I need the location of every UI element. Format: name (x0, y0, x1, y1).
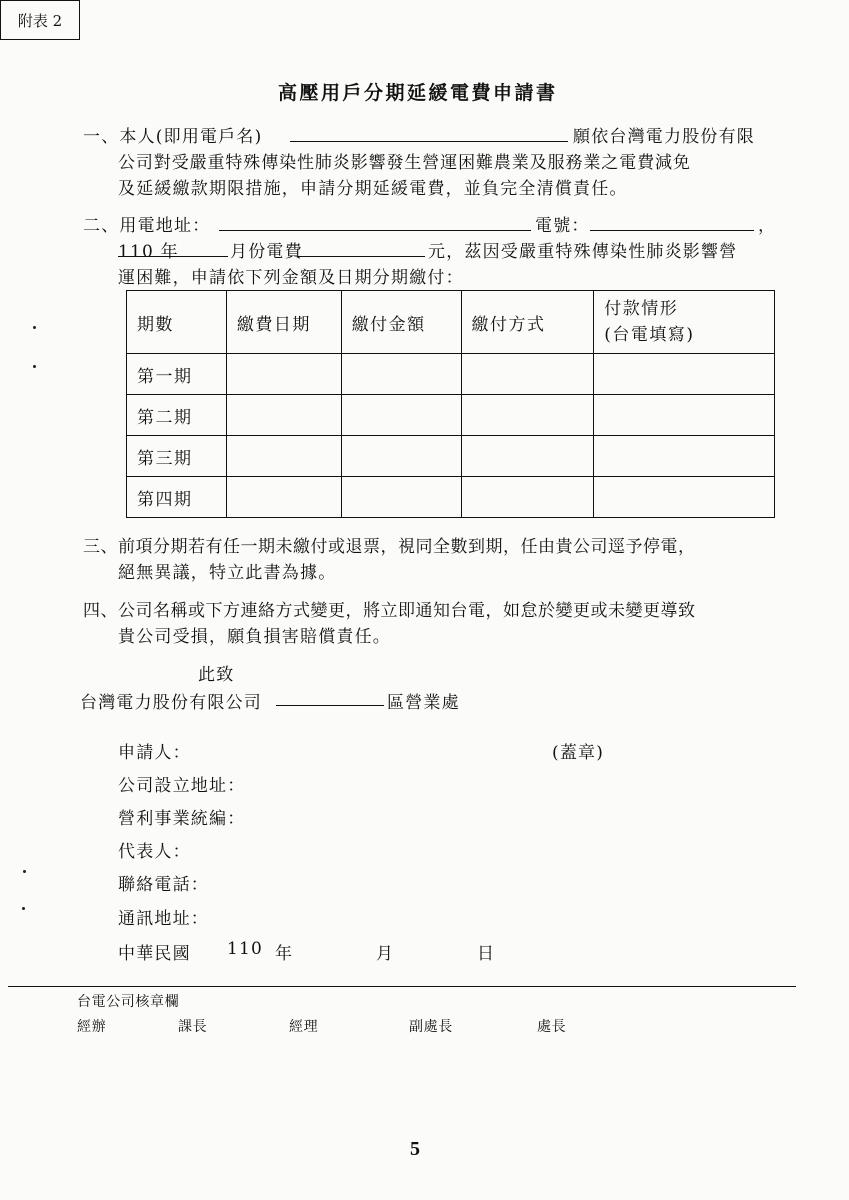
role-section-chief: 課長 (178, 1019, 208, 1035)
form-title: 高壓用戶分期延緩電費申請書 (278, 82, 558, 104)
section3-line2: 絕無異議，特立此書為據。 (118, 563, 337, 583)
payment-method-cell[interactable] (461, 436, 594, 477)
role-manager: 經理 (289, 1019, 319, 1035)
mailing-address-label: 通訊地址： (118, 909, 209, 929)
phone-label: 聯絡電話： (118, 875, 209, 895)
applicant-label: 申請人： (118, 743, 191, 763)
header-payment-amount: 繳付金額 (341, 291, 461, 354)
installment-table (126, 290, 775, 518)
role-director: 處長 (537, 1019, 567, 1035)
payment-date-cell[interactable] (226, 354, 341, 395)
table-row (127, 395, 775, 436)
month-fee-label: 月份電費 (230, 242, 303, 262)
role-handler: 經辦 (77, 1019, 107, 1035)
table-row (127, 436, 775, 477)
period-label: 第一期 (127, 354, 227, 395)
payment-method-cell[interactable] (461, 395, 594, 436)
account-number-field[interactable] (590, 230, 754, 231)
payment-amount-cell[interactable] (341, 436, 461, 477)
usage-address-field[interactable] (219, 230, 531, 231)
account-number-comma: ， (758, 216, 777, 236)
addressee-prefix: 台灣電力股份有限公司 (80, 693, 262, 713)
section1-prefix: 一、本人(即用電戶名) (83, 127, 263, 147)
date-year-value: 110 (227, 939, 264, 959)
date-month-unit: 月 (376, 944, 395, 964)
annex-label: 附表 2 (17, 11, 63, 30)
scan-speck (33, 326, 36, 329)
tax-id-label: 營利事業統編： (118, 809, 246, 829)
page-number: 5 (410, 1138, 420, 1160)
header-payment-status-label: 付款情形 (604, 299, 679, 319)
scan-speck (22, 907, 25, 910)
payment-method-cell[interactable] (461, 477, 594, 518)
representative-label: 代表人： (118, 842, 191, 862)
section-divider (8, 986, 796, 987)
date-year-unit: 年 (275, 944, 294, 964)
section3-line1: 三、前項分期若有任一期未繳付或退票，視同全數到期，任由貴公司逕予停電， (83, 537, 696, 557)
header-period: 期數 (127, 291, 227, 354)
payment-status-cell[interactable] (594, 436, 775, 477)
scan-speck (33, 365, 36, 368)
period-label: 第二期 (127, 395, 227, 436)
table-header-row (127, 291, 775, 354)
payment-status-cell[interactable] (594, 354, 775, 395)
date-day-unit: 日 (477, 944, 496, 964)
payment-amount-cell[interactable] (341, 477, 461, 518)
district-office-field[interactable] (276, 705, 384, 706)
payment-date-cell[interactable] (226, 395, 341, 436)
address-label: 二、用電地址： (83, 216, 211, 236)
section4-line2: 貴公司受損，願負損害賠償責任。 (118, 627, 391, 647)
section1-line2: 公司對受嚴重特殊傳染性肺炎影響發生營運困難農業及服務業之電費減免 (118, 153, 691, 173)
fee-amount-field[interactable] (297, 256, 425, 257)
payment-status-cell[interactable] (594, 477, 775, 518)
role-deputy-director: 副處長 (409, 1019, 453, 1035)
payment-status-cell[interactable] (594, 395, 775, 436)
payment-amount-cell[interactable] (341, 354, 461, 395)
table-row (127, 477, 775, 518)
section1-suffix: 願依台灣電力股份有限 (573, 127, 755, 147)
billing-year: 110 年 (118, 242, 179, 262)
period-label: 第三期 (127, 436, 227, 477)
payment-amount-cell[interactable] (341, 395, 461, 436)
section4-line1: 四、公司名稱或下方連絡方式變更，將立即通知台電，如怠於變更或未變更導致 (83, 601, 696, 621)
payment-date-cell[interactable] (226, 436, 341, 477)
date-era: 中華民國 (118, 944, 191, 964)
table-row (127, 354, 775, 395)
addressee-suffix: 區營業處 (387, 693, 460, 713)
header-payment-status-note: (台電填寫) (604, 325, 695, 345)
payment-method-cell[interactable] (461, 354, 594, 395)
section2-line3: 運困難，申請依下列金額及日期分期繳付： (118, 268, 464, 288)
account-number-label: 電號： (535, 216, 590, 236)
header-payment-method: 繳付方式 (461, 291, 594, 354)
header-payment-status (594, 291, 775, 354)
company-address-label: 公司設立地址： (118, 776, 246, 796)
section1-line3: 及延緩繳款期限措施，申請分期延緩電費，並負完全清償責任。 (118, 179, 628, 199)
seal-label: (蓋章) (552, 743, 605, 763)
annex-label-box (0, 0, 80, 40)
period-label: 第四期 (127, 477, 227, 518)
approval-heading: 台電公司核章欄 (77, 994, 180, 1010)
header-payment-date: 繳費日期 (226, 291, 341, 354)
amount-suffix: 元，茲因受嚴重特殊傳染性肺炎影響營 (428, 242, 738, 262)
salutation: 此致 (198, 665, 235, 685)
scan-speck (23, 870, 26, 873)
applicant-name-field[interactable] (290, 141, 568, 142)
billing-month-field[interactable] (118, 256, 228, 257)
payment-date-cell[interactable] (226, 477, 341, 518)
